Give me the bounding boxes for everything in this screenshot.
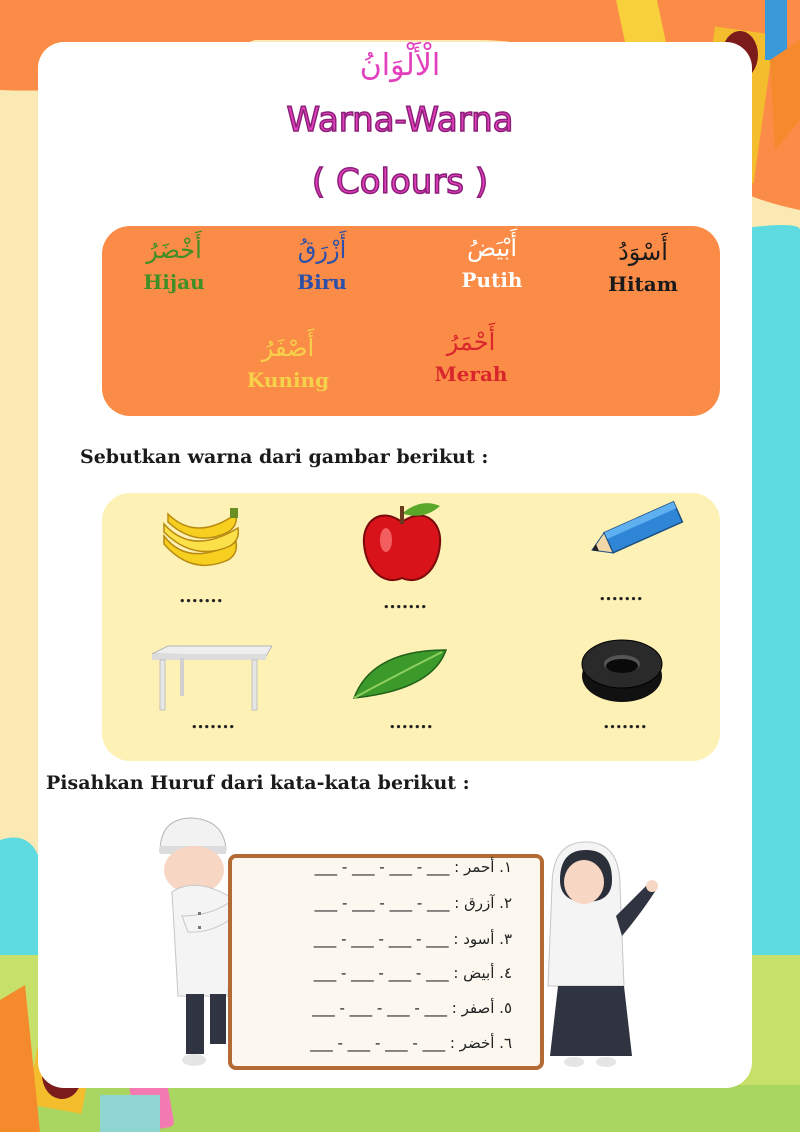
exercise2-instruction: Pisahkan Huruf dari kata-kata berikut : xyxy=(46,772,470,794)
color-arabic: أَبْيَضُ xyxy=(467,234,517,262)
answer-blank[interactable]: ....... xyxy=(599,584,643,605)
color-item-merah xyxy=(396,328,546,386)
color-latin: Hijau xyxy=(143,270,205,294)
color-item-hijau xyxy=(99,236,249,294)
page-subtitle: ( Colours ) xyxy=(311,162,489,202)
color-item-putih xyxy=(417,234,567,292)
color-item-hitam xyxy=(568,238,718,296)
tire-icon xyxy=(580,636,664,704)
exercise-row-3[interactable]: ٣. أسود : ___ - ___ - ___ - ___ xyxy=(313,930,512,948)
answer-blank[interactable]: ....... xyxy=(191,712,235,733)
answer-blank[interactable]: ....... xyxy=(179,586,223,607)
color-latin: Putih xyxy=(461,268,523,292)
color-arabic: أَحْمَرُ xyxy=(446,328,496,356)
table-icon xyxy=(148,644,272,712)
color-latin: Kuning xyxy=(246,368,330,392)
exercise1-instruction: Sebutkan warna dari gambar berikut : xyxy=(80,446,489,468)
leaf-icon xyxy=(352,646,448,702)
exercise-row-6[interactable]: ٦. أخضر : ___ - ___ - ___ - ___ xyxy=(310,1034,512,1052)
color-item-kuning xyxy=(213,334,363,392)
color-latin: Biru xyxy=(297,270,347,294)
color-arabic: أَخْضَرُ xyxy=(146,236,202,264)
color-item-biru xyxy=(247,236,397,294)
answer-blank[interactable]: ....... xyxy=(603,712,647,733)
apple-icon xyxy=(360,498,444,586)
exercise-row-1[interactable]: ١. أحمر : ___ - ___ - ___ - ___ xyxy=(314,858,512,876)
pencil-icon xyxy=(586,500,684,562)
title-arabic: الْأَلْوَانُ xyxy=(359,48,441,83)
color-latin: Merah xyxy=(434,362,508,386)
exercise-row-2[interactable]: ٢. آزرق : ___ - ___ - ___ - ___ xyxy=(314,894,512,912)
banana-icon xyxy=(158,506,242,574)
page-title: Warna-Warna xyxy=(286,100,514,140)
color-arabic: أَزْرَقُ xyxy=(297,236,347,264)
color-arabic: أَسْوَدُ xyxy=(618,238,668,266)
exercise-row-4[interactable]: ٤. أبيض : ___ - ___ - ___ - ___ xyxy=(313,964,512,982)
girl-illustration xyxy=(540,836,664,1074)
answer-blank[interactable]: ....... xyxy=(383,592,427,613)
color-latin: Hitam xyxy=(608,272,678,296)
answer-blank[interactable]: ....... xyxy=(389,712,433,733)
exercise-row-5[interactable]: ٥. أصفر : ___ - ___ - ___ - ___ xyxy=(312,999,512,1017)
color-arabic: أَصْفَرُ xyxy=(261,334,315,362)
